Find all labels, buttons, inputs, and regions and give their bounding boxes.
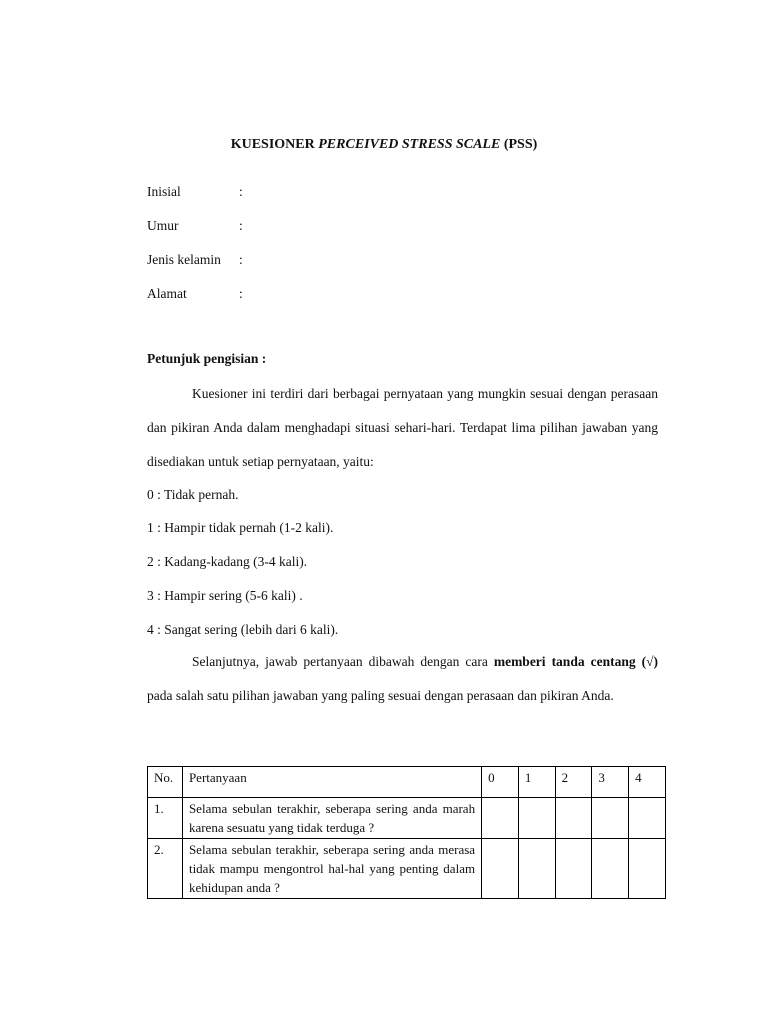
field-colon: : [239,252,243,267]
answer-cell-3[interactable] [592,798,629,839]
answer-cell-0[interactable] [482,839,519,899]
header-score-4: 4 [629,767,666,798]
option-3: 3 : Hampir sering (5-6 kali) . [147,588,303,603]
table-header-row [148,767,666,798]
field-label: Inisial [147,184,181,199]
question-table [147,766,666,899]
option-1: 1 : Hampir tidak pernah (1-2 kali). [147,520,334,535]
header-no: No. [148,767,183,798]
header-score-0: 0 [482,767,519,798]
answer-cell-0[interactable] [482,798,519,839]
instructions-intro: Kuesioner ini terdiri dari berbagai pernyataan yang mungkin sesuai dengan perasaan dan pikiran Anda dalam menghadapi situasi sehari-hari. Terdapat lima pilihan jawaban yang disediakan untuk setiap pernyataan, yaitu: [147,386,658,469]
field-colon: : [239,286,243,301]
option-0: 0 : Tidak pernah. [147,487,239,502]
header-question: Pertanyaan [182,767,481,798]
field-colon: : [239,218,243,233]
instructions-heading: Petunjuk pengisian : [147,351,267,366]
answer-cell-1[interactable] [518,798,555,839]
field-colon: : [239,184,243,199]
field-label: Umur [147,218,179,233]
answer-cell-1[interactable] [518,839,555,899]
row-number: 1. [148,798,183,839]
field-inisial [147,184,243,200]
field-jenis-kelamin [147,252,243,268]
row-question: Selama sebulan terakhir, seberapa sering anda marah karena sesuatu yang tidak terduga ? [182,798,481,839]
field-alamat [147,286,243,302]
field-umur [147,218,243,234]
field-label: Jenis kelamin [147,252,221,267]
instructions-next: Selanjutnya, jawab pertanyaan dibawah dengan cara memberi tanda centang (√) pada salah satu pilihan jawaban yang paling sesuai dengan perasaan dan pikiran Anda. [147,654,658,703]
option-4: 4 : Sangat sering (lebih dari 6 kali). [147,622,339,637]
answer-cell-4[interactable] [629,798,666,839]
row-number: 2. [148,839,183,899]
answer-cell-3[interactable] [592,839,629,899]
header-score-2: 2 [555,767,592,798]
field-label: Alamat [147,286,187,301]
answer-cell-2[interactable] [555,839,592,899]
answer-cell-4[interactable] [629,839,666,899]
row-question: Selama sebulan terakhir, seberapa sering anda merasa tidak mampu mengontrol hal-hal yang penting dalam kehidupan anda ? [182,839,481,899]
answer-cell-2[interactable] [555,798,592,839]
option-2: 2 : Kadang-kadang (3-4 kali). [147,554,308,569]
table-row [148,798,666,839]
header-score-1: 1 [518,767,555,798]
checkmark-instruction: memberi tanda centang (√) [493,654,658,669]
document-title: KUESIONER PERCEIVED STRESS SCALE (PSS) [230,137,538,152]
header-score-3: 3 [592,767,629,798]
table-row [148,839,666,899]
